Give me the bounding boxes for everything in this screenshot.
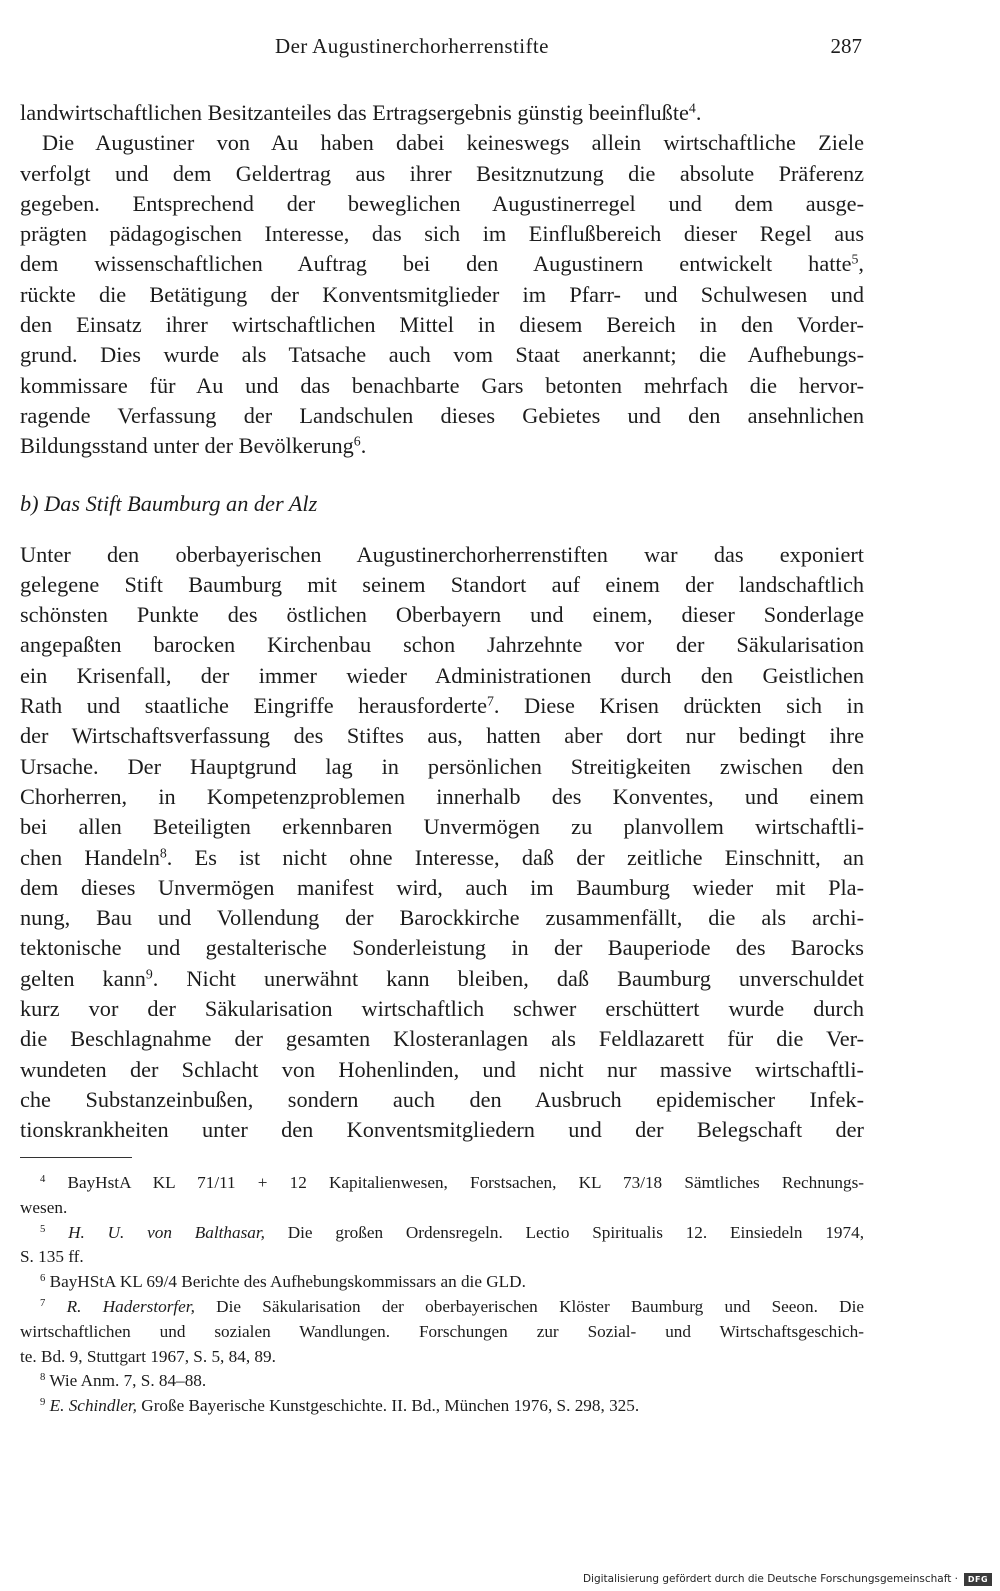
text-line: bei allen Beteiligten erkennbaren Unvermögen zu planvollem wirtschaftli- [20, 814, 864, 840]
text-line: ein Krisenfall, der immer wieder Administrationen durch den Geistlichen [20, 662, 864, 688]
main-text [20, 98, 864, 1146]
text-line: rückte die Betätigung der Konventsmitglieder im Pfarr- und Schulwesen und [20, 281, 864, 307]
footnote-ref[interactable]: 6 [353, 433, 361, 449]
text-line: ragende Verfassung der Landschulen dieses Gebietes und den ansehnlichen [20, 402, 864, 428]
footnote-5: $^5$ H. U. von Balthasar, Die großen Ordensregeln. Lectio Spiritualis 12. Einsiedeln 1974, [40, 1222, 864, 1242]
footnote-ref[interactable]: 5 [851, 251, 859, 267]
footnote-line: wirtschaftlichen und sozialen Wandlungen. Forschungen zur Sozial- und Wirtschaftsgeschich- [20, 1321, 864, 1341]
text-line: Bildungsstand unter der Bevölkerung$^6$. [20, 433, 367, 459]
footnote-number: 9 [40, 1397, 46, 1409]
footnote-ref[interactable]: 9 [145, 966, 153, 982]
section-heading: b) Das Stift Baumburg an der Alz [20, 490, 318, 516]
text-line: tionskrankheiten unter den Konventsmitgliedern und der Belegschaft der [20, 1117, 864, 1143]
footnote-author: R. Haderstorfer, [66, 1296, 195, 1316]
text-line: chen Handeln$^8$. Es ist nicht ohne Interesse, daß der zeitliche Einschnitt, an [20, 844, 864, 870]
footnote-4: $^4$ BayHstA KL 71/11 + 12 Kapitalienwesen, Forstsachen, KL 73/18 Sämtliches Rechnungs- [40, 1173, 865, 1192]
footnotes [20, 1171, 864, 1419]
text-line: che Substanzeinbußen, sondern auch den Ausbruch epidemischer Infek- [20, 1086, 864, 1112]
text-line: gelegene Stift Baumburg mit seinem Standort auf einem der landschaftlich [20, 571, 864, 597]
text-line: Ursache. Der Hauptgrund lag in persönlichen Streitigkeiten zwischen den [20, 753, 864, 779]
text-line: dem wissenschaftlichen Auftrag bei den Augustinern entwickelt hatte$^5$, [20, 251, 864, 277]
text-line: schönsten Punkte des östlichen Oberbayern und einem, dieser Sonderlage [20, 602, 864, 628]
text-line: Rath und staatliche Eingriffe herausforderte$^7$. Diese Krisen drückten sich in [20, 693, 864, 719]
text-line: nung, Bau und Vollendung der Barockkirche zusammenfällt, die als archi- [20, 905, 864, 931]
footnote-number: 7 [40, 1298, 46, 1310]
text-line: angepaßten barocken Kirchenbau schon Jahrzehnte vor der Säkularisation [20, 632, 864, 658]
footnote-ref[interactable]: 8 [159, 844, 167, 860]
running-head [20, 34, 862, 68]
page-number: 287 [830, 34, 862, 58]
text-line: wundeten der Schlacht von Hohenlinden, und nicht nur massive wirtschaftli- [20, 1056, 864, 1082]
text-line: der Wirtschaftsverfassung des Stiftes aus, hatten aber dort nur bedingt ihre [20, 723, 864, 749]
text-line: landwirtschaftlichen Besitzanteiles das Ertragsergebnis günstig beeinflußte$^4$. [20, 100, 702, 125]
text-line: grund. Dies wurde als Tatsache auch vom Staat anerkannt; die Aufhebungs- [20, 342, 864, 368]
footnote-line: wesen. [20, 1197, 68, 1217]
footnote-number: 4 [40, 1174, 46, 1186]
footnote-8: $^8$ Wie Anm. 7, S. 84–88. [40, 1371, 207, 1391]
footnote-ref[interactable]: 4 [688, 100, 696, 116]
text-line: gegeben. Entsprechend der beweglichen Augustinerregel und dem ausge- [20, 190, 864, 216]
text-line: Unter den oberbayerischen Augustinerchorherrenstiften war das exponiert [20, 541, 864, 567]
text-line: gelten kann$^9$. Nicht unerwähnt kann bleiben, daß Baumburg unverschuldet [20, 965, 864, 991]
footnote-line: S. 135 ff. [20, 1247, 84, 1267]
footnote-line: te. Bd. 9, Stuttgart 1967, S. 5, 84, 89. [20, 1346, 276, 1366]
text-line: Chorherren, in Kompetenzproblemen innerhalb des Konventes, und einem [20, 783, 864, 809]
text-line: kurz vor der Säkularisation wirtschaftlich schwer erschüttert wurde durch [20, 996, 864, 1022]
footnote-6: $^6$ BayHStA KL 69/4 Berichte des Aufhebungskommissars an die GLD. [40, 1272, 526, 1292]
footnote-ref[interactable]: 7 [487, 693, 494, 709]
dfg-logo-icon: DFG [964, 1573, 992, 1586]
text-line: die Beschlagnahme der gesamten Klosteranlagen als Feldlazarett für die Ver- [20, 1026, 864, 1052]
footnote-number: 6 [40, 1273, 46, 1285]
text-line: den Einsatz ihrer wirtschaftlichen Mittel in diesem Bereich in den Vorder- [20, 312, 864, 338]
footnote-number: 5 [40, 1223, 46, 1235]
footnote-divider [20, 1157, 132, 1158]
footnote-author: E. Schindler, [49, 1396, 137, 1416]
footnote-9: $^9$ E. Schindler, Große Bayerische Kunstgeschichte. II. Bd., München 1976, S. 298, 325. [40, 1396, 640, 1416]
text-line: kommissare für Au und das benachbarte Gars betonten mehrfach die hervor- [20, 372, 864, 398]
text-line: dem dieses Unvermögen manifest wird, auch im Baumburg wieder mit Pla- [20, 874, 864, 900]
text-line: Die Augustiner von Au haben dabei keineswegs allein wirtschaftliche Ziele [42, 130, 864, 156]
footnote-author: H. U. von Balthasar, [68, 1222, 265, 1242]
digitization-credit: Digitalisierung gefördert durch die Deutsche Forschungsgemeinschaft · [582, 1573, 958, 1585]
text-line: prägten pädagogischen Interesse, das sich im Einflußbereich dieser Regel aus [20, 221, 864, 247]
running-title: Der Augustinerchorherrenstifte [275, 34, 549, 58]
text-line: verfolgt und dem Geldertrag aus ihrer Besitznutzung die absolute Präferenz [20, 160, 864, 186]
footnote-number: 8 [40, 1372, 46, 1384]
text-line: tektonische und gestalterische Sonderleistung in der Bauperiode des Barocks [20, 935, 864, 961]
footnote-7: $^7$ R. Haderstorfer, Die Säkularisation der oberbayerischen Klöster Baumburg und Seeon. Die [40, 1296, 864, 1316]
